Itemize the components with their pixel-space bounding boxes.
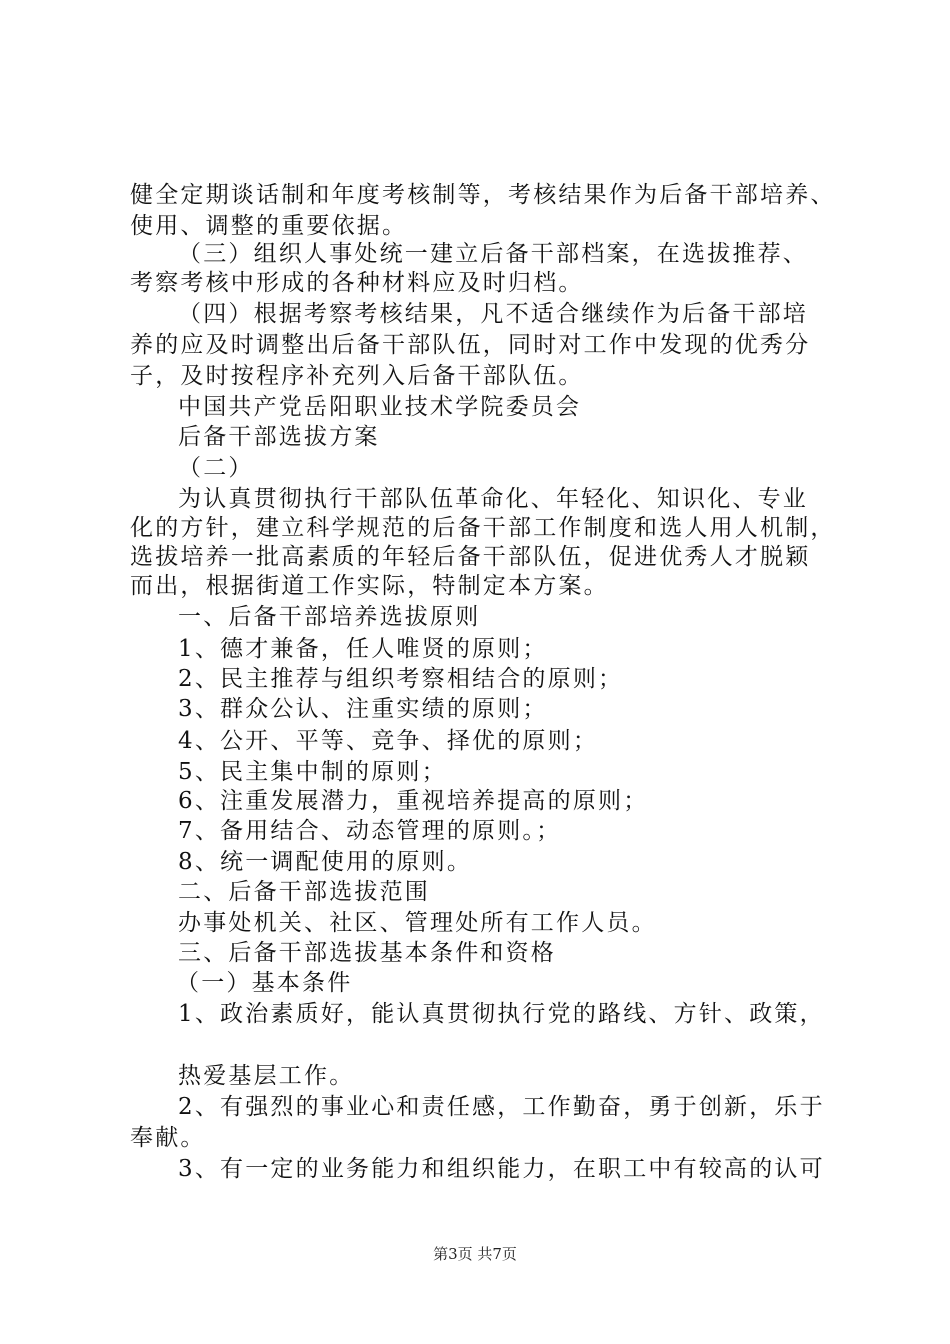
text-line: 8、统一调配使用的原则。 bbox=[178, 849, 473, 875]
text-line: 7、备用结合、动态管理的原则。； bbox=[178, 818, 562, 844]
text-line: 3、有一定的业务能力和组织能力，在职工中有较高的认可 bbox=[178, 1156, 825, 1182]
text-line: （四）根据考察考核结果，凡不适合继续作为后备干部培 bbox=[178, 301, 808, 327]
text-line: 养的应及时调整出后备干部队伍，同时对工作中发现的优秀分 bbox=[130, 332, 811, 358]
text-line: 2、民主推荐与组织考察相结合的原则； bbox=[178, 666, 624, 692]
text-line: 为认真贯彻执行干部队伍革命化、年轻化、知识化、专业 bbox=[178, 486, 808, 512]
text-line: 选拔培养一批高素质的年轻后备干部队伍，促进优秀人才脱颖 bbox=[130, 544, 811, 570]
text-line: 二、后备干部选拔范围 bbox=[178, 879, 430, 905]
text-line: 奉献。 bbox=[130, 1125, 206, 1151]
text-line: 一、后备干部培养选拔原则 bbox=[178, 604, 481, 630]
text-line: （三）组织人事处统一建立后备干部档案，在选拔推荐、 bbox=[178, 241, 808, 267]
text-line: 办事处机关、社区、管理处所有工作人员。 bbox=[178, 910, 657, 936]
text-line: 1、政治素质好，能认真贯彻执行党的路线、方针、政策， bbox=[178, 1001, 825, 1027]
text-line: 5、民主集中制的原则； bbox=[178, 759, 447, 785]
text-line: 6、注重发展潜力，重视培养提高的原则； bbox=[178, 788, 649, 814]
text-line: 而出，根据街道工作实际，特制定本方案。 bbox=[130, 573, 609, 599]
text-line: 化的方针，建立科学规范的后备干部工作制度和选人用人机制， bbox=[130, 515, 836, 541]
text-line: 4、公开、平等、竞争、择优的原则； bbox=[178, 728, 599, 754]
text-line: 3、群众公认、注重实绩的原则； bbox=[178, 696, 548, 722]
text-line: 健全定期谈话制和年度考核制等，考核结果作为后备干部培养、 bbox=[130, 182, 836, 208]
text-line: 1、德才兼备，任人唯贤的原则； bbox=[178, 636, 548, 662]
text-line: （二） bbox=[178, 455, 254, 481]
page-number-footer: 第3页 共7页 bbox=[433, 1245, 517, 1263]
text-line: 2、有强烈的事业心和责任感，工作勤奋，勇于创新，乐于 bbox=[178, 1094, 825, 1120]
text-line: 热爱基层工作。 bbox=[178, 1063, 355, 1089]
text-line: 后备干部选拔方案 bbox=[178, 424, 380, 450]
text-line: 中国共产党岳阳职业技术学院委员会 bbox=[178, 394, 582, 420]
text-line: （一）基本条件 bbox=[176, 970, 353, 996]
text-line: 使用、调整的重要依据。 bbox=[130, 213, 408, 239]
text-line: 三、后备干部选拔基本条件和资格 bbox=[178, 940, 556, 966]
text-line: 考察考核中形成的各种材料应及时归档。 bbox=[130, 270, 584, 296]
text-line: 子，及时按程序补充列入后备干部队伍。 bbox=[130, 363, 584, 389]
